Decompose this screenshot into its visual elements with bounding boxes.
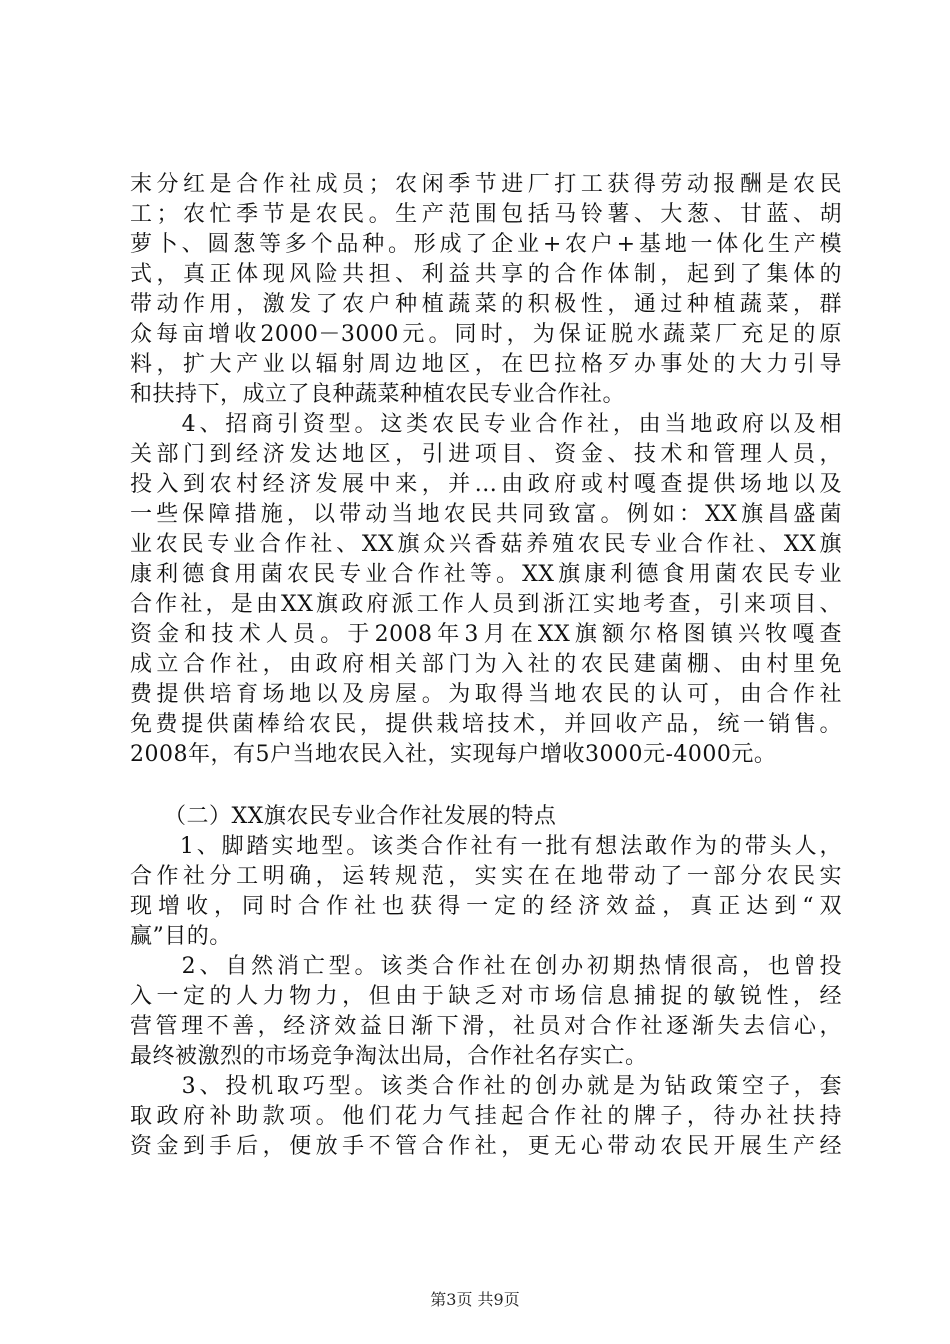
paragraph-4 — [130, 952, 842, 1072]
text-line: 取政府补助款项。他们花力气挂起合作社的牌子，待办社扶持 — [130, 1104, 842, 1129]
section-heading — [130, 802, 842, 832]
paragraph-gap — [130, 770, 842, 802]
text-line: 赢”目的。 — [130, 924, 232, 949]
text-line: 众每亩增收2000－3000元。同时，为保证脱水蔬菜厂充足的原 — [130, 322, 842, 347]
text-line: 康利德食用菌农民专业合作社等。XX旗康利德食用菌农民专业 — [130, 562, 842, 587]
text-line: 3、投机取巧型。该类合作社的创办就是为钻政策空子，套 — [130, 1074, 842, 1099]
text-line: 2008年，有5户当地农民入社，实现每户增收3000元-4000元。 — [130, 742, 777, 767]
text-line: 入一定的人力物力，但由于缺乏对市场信息捕捉的敏锐性，经 — [130, 984, 842, 1009]
text-line: 业农民专业合作社、XX旗众兴香菇养殖农民专业合作社、XX旗 — [130, 532, 842, 557]
text-line: 投入到农村经济发展中来，并...由政府或村嘎查提供场地以及 — [130, 472, 842, 497]
paragraph-1 — [130, 170, 842, 410]
text-line: 4、招商引资型。这类农民专业合作社，由当地政府以及相 — [130, 412, 842, 437]
paragraph-3 — [130, 832, 842, 952]
text-line: 资金和技术人员。于2008年3月在XX旗额尔格图镇兴牧嘎查 — [130, 622, 842, 647]
text-line: 费提供培育场地以及房屋。为取得当地农民的认可，由合作社 — [130, 682, 842, 707]
text-line: 和扶持下，成立了良种蔬菜种植农民专业合作社。 — [130, 382, 626, 407]
text-line: 最终被激烈的市场竞争淘汰出局，合作社名存实亡。 — [130, 1044, 648, 1069]
text-line: 料，扩大产业以辐射周边地区，在巴拉格歹办事处的大力引导 — [130, 352, 842, 377]
text-line: 2、自然消亡型。该类合作社在创办初期热情很高，也曾投 — [130, 954, 842, 979]
text-line: 营管理不善，经济效益日渐下滑，社员对合作社逐渐失去信心， — [130, 1014, 842, 1039]
text-line: 合作社分工明确，运转规范，实实在在地带动了一部分农民实 — [130, 864, 842, 889]
text-line: 萝卜、圆葱等多个品种。形成了企业+农户+基地一体化生产模 — [130, 232, 842, 257]
section-heading-text: （二）XX旗农民专业合作社发展的特点 — [130, 804, 557, 829]
page-number-footer: 第3页 共9页 — [430, 1290, 520, 1309]
text-line: 合作社，是由XX旗政府派工作人员到浙江实地考查，引来项目、 — [130, 592, 842, 617]
text-line: 一些保障措施，以带动当地农民共同致富。例如：XX旗昌盛菌 — [130, 502, 842, 527]
text-line: 现增收，同时合作社也获得一定的经济效益，真正达到“双 — [130, 894, 842, 919]
text-line: 带动作用，激发了农户种植蔬菜的积极性，通过种植蔬菜，群 — [130, 292, 842, 317]
text-line: 工；农忙季节是农民。生产范围包括马铃薯、大葱、甘蓝、胡 — [130, 202, 842, 227]
text-line: 成立合作社，由政府相关部门为入社的农民建菌棚、由村里免 — [130, 652, 842, 677]
text-line: 资金到手后，便放手不管合作社，更无心带动农民开展生产经 — [130, 1134, 842, 1159]
document-body — [130, 170, 842, 1162]
text-line: 关部门到经济发达地区，引进项目、资金、技术和管理人员， — [130, 442, 842, 467]
paragraph-2 — [130, 410, 842, 770]
paragraph-5 — [130, 1072, 842, 1162]
text-line: 免费提供菌棒给农民，提供栽培技术，并回收产品，统一销售。 — [130, 712, 842, 737]
text-line: 末分红是合作社成员；农闲季节进厂打工获得劳动报酬是农民 — [130, 172, 842, 197]
text-line: 1、脚踏实地型。该类合作社有一批有想法敢作为的带头人， — [130, 834, 842, 859]
text-line: 式，真正体现风险共担、利益共享的合作体制，起到了集体的 — [130, 262, 842, 287]
